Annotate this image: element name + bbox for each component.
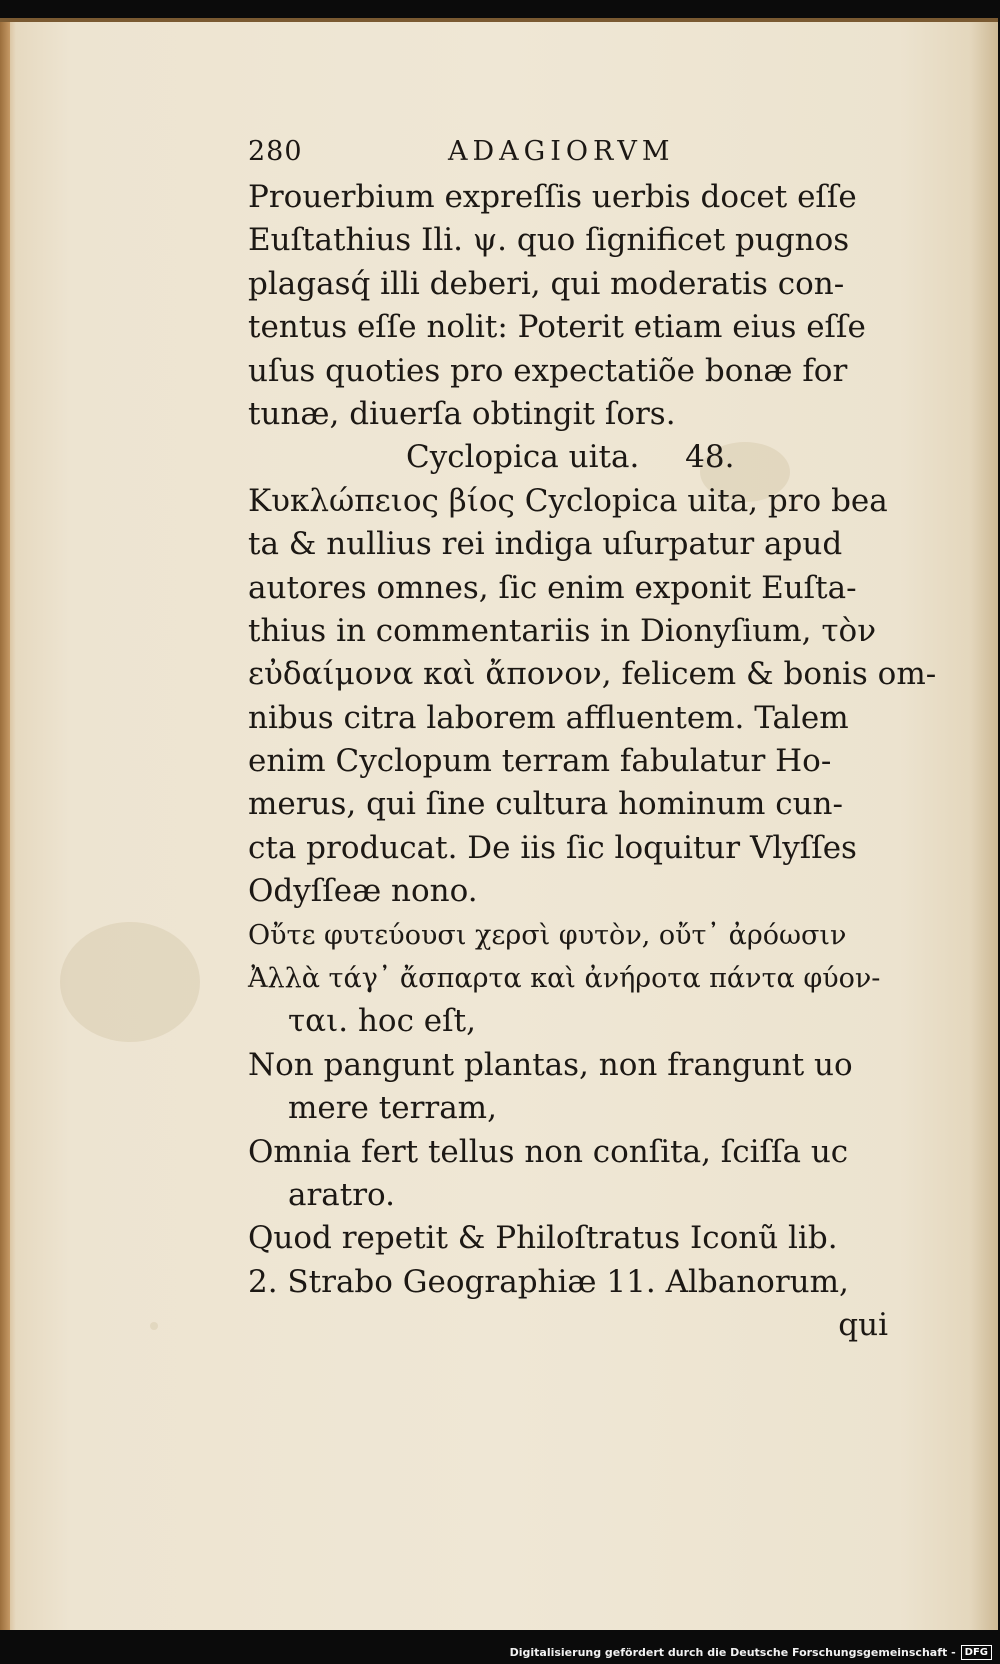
text-line: Quod repetit & Philoſtratus Iconũ lib.: [248, 1220, 838, 1257]
latin-verse-line: Non pangunt plantas, non frangunt uo: [248, 1046, 853, 1083]
running-title: ADAGIORVM: [448, 136, 675, 167]
catchword: qui: [838, 1307, 888, 1344]
text-line: uſus quoties pro expectatiõe bonæ for: [248, 352, 848, 389]
text-line: nibus citra laborem affluentem. Talem: [248, 699, 849, 736]
paper-stain: [60, 922, 200, 1042]
dfg-logo: DFG: [961, 1645, 992, 1660]
latin-verse-continuation: aratro.: [288, 1176, 396, 1213]
text-line: εὐδαίμονα καὶ ἄπονον, felicem & bonis om-: [248, 656, 937, 693]
greek-verse-line: Ἀλλὰ τάγ᾽ ἄσπαρτα καὶ ἀνήροτα πάντα φύον-: [248, 963, 881, 995]
text-line: autores omnes, ſic enim exponit Euſta-: [248, 569, 857, 606]
greek-verse-continuation: ται. hoc eſt,: [288, 1003, 476, 1040]
text-line: Euſtathius Ili. ψ. quo ſignificet pugnos: [248, 222, 850, 259]
text-line: Odyſſeæ nono.: [248, 873, 478, 910]
adage-heading: [248, 436, 948, 479]
greek-verse-line: Οὔτε φυτεύουσι χερσὶ φυτὸν, οὔτ᾽ ἀρόωσιν: [248, 919, 847, 951]
text-line: enim Cyclopum terram fabulatur Ho-: [248, 743, 832, 780]
page-edge: [0, 22, 10, 1630]
text-line: Κυκλώπειος βίος Cyclopica uita, pro bea: [248, 482, 888, 519]
text-line: tunæ, diuerſa obtingit ſors.: [248, 395, 676, 432]
running-head: [248, 136, 948, 176]
digitization-footer: [510, 1642, 992, 1662]
text-line: cta producat. De iis ſic loquitur Vlyſſes: [248, 829, 857, 866]
text-line: thius in commentariis in Dionyſium, τὸν: [248, 612, 877, 649]
text-line: plagasq́ illi deberi, qui moderatis con-: [248, 265, 845, 302]
page-number: 280: [248, 136, 303, 167]
latin-verse-line: Omnia fert tellus non conſita, ſciſſa uc: [248, 1133, 849, 1170]
page-text: [248, 136, 948, 1348]
paper-spot: [150, 1322, 158, 1330]
book-page: [0, 18, 998, 1630]
text-line: 2. Strabo Geographiæ 11. Albanorum,: [248, 1263, 849, 1300]
latin-verse-continuation: mere terram,: [288, 1090, 497, 1127]
text-line: merus, qui ſine cultura hominum cun-: [248, 786, 843, 823]
footer-credit: Digitalisierung gefördert durch die Deutsche Forschungsgemeinschaft -: [509, 1645, 956, 1659]
text-line: ta & nullius rei indiga uſurpatur apud: [248, 526, 843, 563]
adage-number: 48.: [685, 439, 735, 476]
adage-title: Cyclopica uita.: [406, 439, 640, 476]
text-line: Prouerbium expreſſis uerbis docet eſſe: [248, 179, 857, 215]
text-line: tentus eſſe nolit: Poterit etiam eius eſſe: [248, 309, 866, 346]
